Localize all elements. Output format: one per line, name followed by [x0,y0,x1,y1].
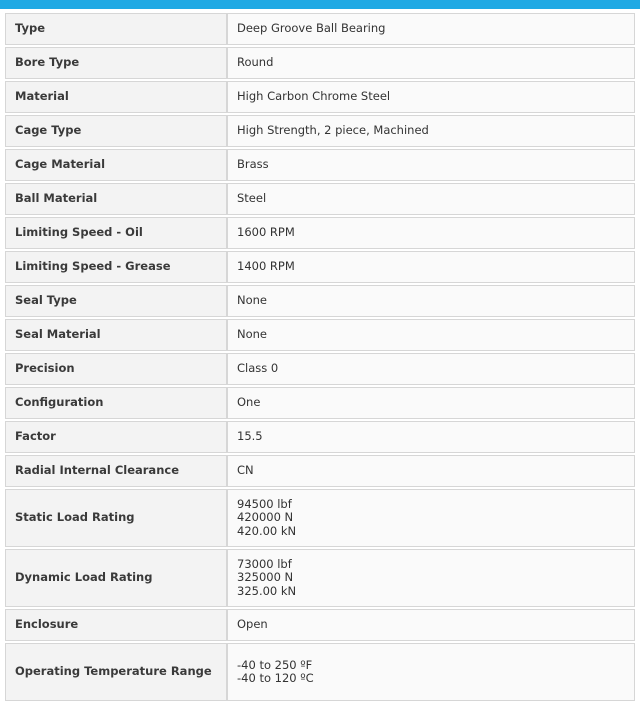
spec-label: Configuration [5,387,227,419]
spec-row [5,13,635,45]
spec-value [227,421,635,453]
spec-row [5,47,635,79]
spec-value-line: -40 to 120 ºC [237,671,314,685]
spec-value [227,285,635,317]
spec-row [5,643,635,701]
spec-row [5,285,635,317]
spec-value-line: 325.00 kN [237,583,297,598]
spec-value-line: One [237,395,261,410]
spec-row [5,251,635,283]
spec-value-line: Deep Groove Ball Bearing [237,21,386,36]
spec-row [5,421,635,453]
header-bar [0,0,640,9]
spec-value [227,47,635,79]
spec-label: Dynamic Load Rating [5,549,227,607]
spec-label: Radial Internal Clearance [5,455,227,487]
spec-value-line: 15.5 [237,429,263,444]
spec-value [227,149,635,181]
spec-value-line: 420.00 kN [237,523,297,538]
spec-value [227,353,635,385]
spec-row [5,455,635,487]
spec-row [5,609,635,641]
spec-row [5,149,635,181]
spec-label: Material [5,81,227,113]
specifications-table [5,11,635,703]
spec-value-line: High Strength, 2 piece, Machined [237,123,429,138]
spec-value [227,455,635,487]
spec-value-line: 73000 lbf [237,556,292,571]
spec-value-line: None [237,293,268,308]
spec-value-line: CN [237,463,254,478]
spec-value [227,319,635,351]
spec-value [227,217,635,249]
spec-value [227,643,635,701]
spec-value-line: -40 to 250 ºF [237,657,313,672]
spec-label: Type [5,13,227,45]
spec-value [227,115,635,147]
spec-row [5,489,635,547]
spec-label: Ball Material [5,183,227,215]
spec-value-line: 325000 N [237,570,294,585]
spec-label: Static Load Rating [5,489,227,547]
spec-row [5,183,635,215]
spec-row [5,319,635,351]
spec-row [5,81,635,113]
spec-value [227,13,635,45]
spec-row [5,549,635,607]
spec-label: Factor [5,421,227,453]
spec-label: Bore Type [5,47,227,79]
spec-value [227,183,635,215]
spec-value-line: Class 0 [237,361,279,376]
spec-label: Cage Type [5,115,227,147]
spec-label: Operating Temperature Range [5,643,227,701]
spec-value-line: High Carbon Chrome Steel [237,89,391,104]
spec-value [227,609,635,641]
spec-label: Seal Material [5,319,227,351]
spec-row [5,115,635,147]
spec-row [5,217,635,249]
spec-label: Limiting Speed - Grease [5,251,227,283]
spec-label: Precision [5,353,227,385]
spec-value [227,81,635,113]
spec-label: Limiting Speed - Oil [5,217,227,249]
spec-value-line: 1400 RPM [237,259,295,274]
spec-value [227,387,635,419]
spec-value-line: Open [237,617,268,632]
spec-label: Seal Type [5,285,227,317]
spec-value-line: Round [237,55,274,70]
spec-value-line: 420000 N [237,510,294,525]
spec-value [227,489,635,547]
spec-row [5,387,635,419]
spec-row [5,353,635,385]
specifications-table-body [5,13,635,701]
spec-value [227,251,635,283]
spec-value-line: 94500 lbf [237,496,292,511]
spec-label: Enclosure [5,609,227,641]
spec-value [227,549,635,607]
spec-value-line: Steel [237,191,267,206]
spec-label: Cage Material [5,149,227,181]
spec-value-line: Brass [237,157,269,172]
spec-value-line: 1600 RPM [237,225,295,240]
spec-value-line: None [237,327,268,342]
